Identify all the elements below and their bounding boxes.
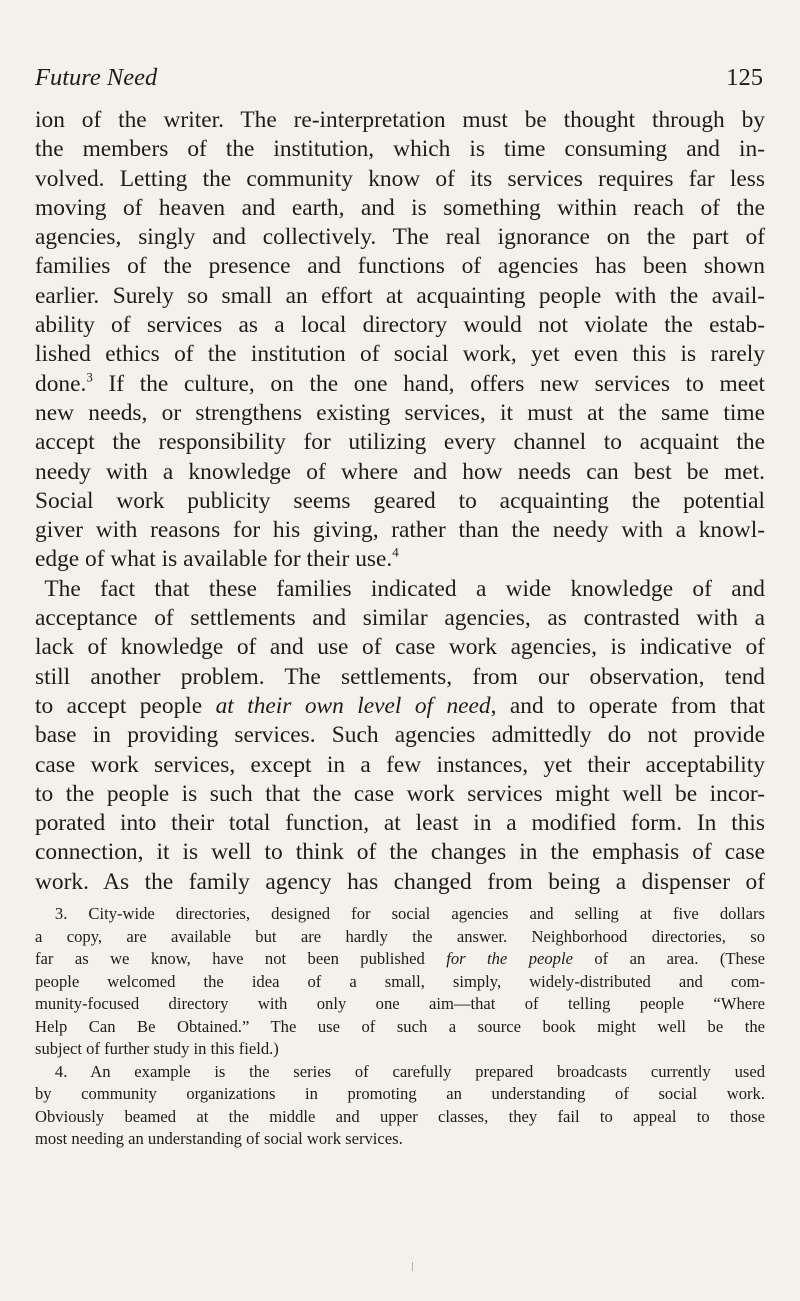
body-line: still another problem. The settlements, from our observation, tend: [35, 663, 765, 690]
body-text-run: done.: [35, 370, 87, 397]
body-line: families of the presence and functions of agencies has been shown: [35, 253, 765, 280]
footnote-line: subject of further study in this field.): [35, 1039, 279, 1059]
body-text-run: edge of what is available for their use.: [35, 546, 393, 573]
footnotes: [35, 903, 765, 1151]
book-page: [35, 62, 765, 1151]
body-line: acceptance of settlements and similar agencies, as contrasted with a: [35, 605, 765, 632]
body-line: ion of the writer. The re-interpretation must be thought through by: [35, 107, 765, 133]
body-text: [35, 106, 765, 897]
footnote-line: Help Can Be Obtained.” The use of such a source book might well be the: [35, 1016, 765, 1036]
footnote-line: most needing an understanding of social work services.: [35, 1129, 403, 1149]
footnote-line: by community organizations in promoting an understanding of social work.: [35, 1084, 765, 1104]
footnote-text-run: far as we know, have not been published: [35, 949, 447, 969]
page-number: 125: [726, 64, 763, 91]
body-line: porated into their total function, at least in a modified form. In this: [35, 810, 765, 837]
body-line: needy with a knowledge of where and how needs can best be met.: [35, 458, 765, 485]
footnote-ref-3: 3: [86, 370, 93, 385]
footnote-line: people welcomed the idea of a small, simply, widely-distributed and com-: [35, 971, 765, 991]
scan-speck: [412, 1262, 413, 1271]
body-line: moving of heaven and earth, and is something within reach of the: [35, 194, 765, 221]
body-line: The fact that these families indicated a wide knowledge of and: [44, 575, 765, 602]
body-line: to the people is such that the case work services might well be incor-: [35, 780, 765, 807]
running-head: [35, 62, 765, 106]
footnote-3: 3. City-wide directories, designed for social agencies and selling at five dollars: [54, 904, 765, 924]
body-line: base in providing services. Such agencies admittedly do not provide: [35, 722, 765, 749]
footnote-line: munity-focused directory with only one aim—that of telling people “Where: [35, 994, 765, 1014]
body-line: [35, 692, 765, 721]
running-head-title: Future Need: [35, 64, 158, 91]
footnote-text-run: of an area. (These: [572, 949, 765, 969]
body-line: lished ethics of the institution of social work, yet even this is rarely: [35, 341, 765, 368]
body-text-run: , and to operate from that: [490, 692, 765, 719]
italic-phrase: for the people: [446, 949, 573, 969]
body-line: volved. Letting the community know of its services requires far less: [35, 165, 765, 192]
italic-phrase: at their own level of need: [215, 692, 491, 719]
body-line: ability of services as a local directory would not violate the estab-: [35, 312, 765, 339]
body-line: [35, 370, 765, 399]
body-line: case work services, except in a few instances, yet their acceptability: [35, 751, 765, 778]
footnote-line: [35, 948, 765, 971]
body-text-run: If the culture, on the one hand, offers new services to meet: [92, 370, 765, 397]
body-line: new needs, or strengthens existing services, it must at the same time: [35, 399, 765, 426]
body-line: lack of knowledge of and use of case work agencies, is indicative of: [35, 634, 765, 661]
body-line: the members of the institution, which is time consuming and in-: [35, 136, 765, 163]
body-text-run: to accept people: [35, 692, 216, 719]
footnote-4: 4. An example is the series of carefully prepared broadcasts currently used: [54, 1061, 765, 1081]
footnote-line: Obviously beamed at the middle and upper classes, they fail to appeal to those: [35, 1106, 765, 1126]
body-line: Social work publicity seems geared to acquainting the potential: [35, 487, 765, 514]
footnote-line: a copy, are available but are hardly the answer. Neighborhood directories, so: [35, 926, 765, 946]
body-line: accept the responsibility for utilizing every channel to acquaint the: [35, 429, 765, 456]
body-line: work. As the family agency has changed from being a dispenser of: [35, 868, 765, 895]
body-line: giver with reasons for his giving, rather than the needy with a knowl-: [35, 517, 765, 544]
body-line: earlier. Surely so small an effort at acquainting people with the avail-: [35, 282, 765, 309]
body-line: connection, it is well to think of the changes in the emphasis of case: [35, 839, 765, 866]
body-line: agencies, singly and collectively. The real ignorance on the part of: [35, 224, 765, 251]
body-line: [35, 545, 765, 574]
footnote-ref-4: 4: [392, 545, 399, 560]
